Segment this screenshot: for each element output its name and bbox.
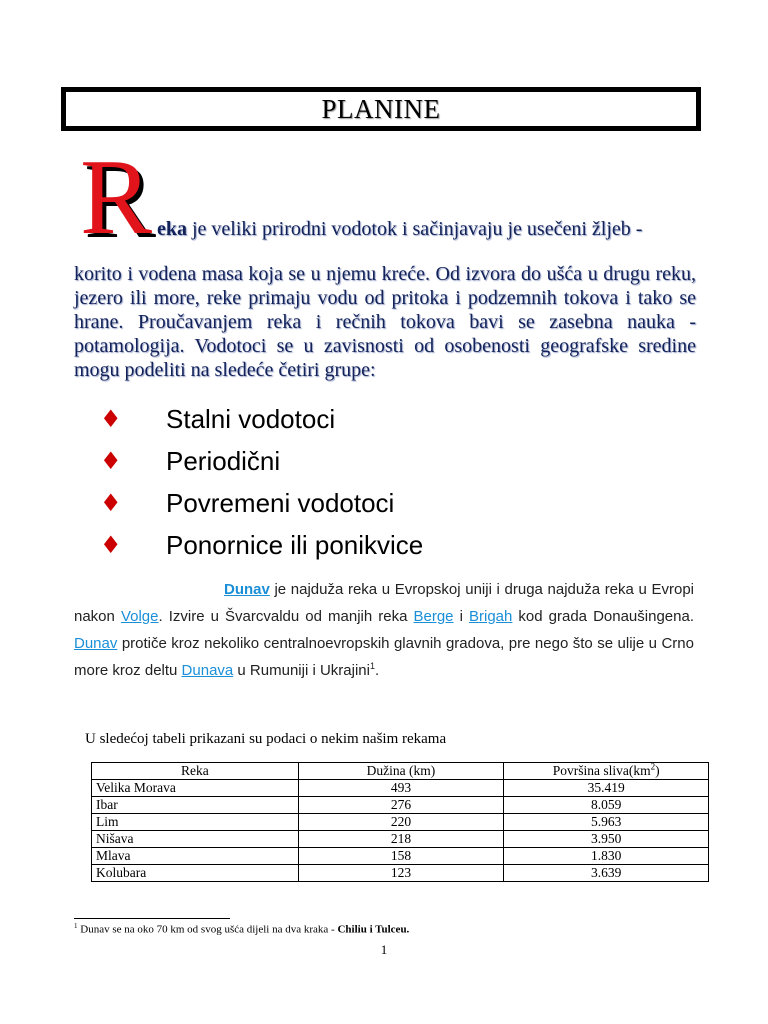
footnote-ref: 1 [369, 661, 375, 671]
intro-first-line [157, 218, 697, 241]
header-povrsina [504, 763, 709, 780]
cell-povrsina: 3.950 [504, 831, 709, 848]
diamond-bullet-icon: ♦ [100, 531, 122, 559]
header-povrsina-text: Površina sliva(km [552, 763, 651, 778]
table-row [92, 865, 709, 882]
danube-paragraph [74, 576, 694, 684]
footnote-bold: Chiliu i Tulceu. [337, 923, 410, 936]
cell-duzina: 123 [298, 865, 504, 882]
danube-text: . [374, 662, 380, 679]
link-dunav[interactable]: Dunav [224, 581, 270, 598]
bullet-label: Ponornice ili ponikvice [166, 529, 424, 560]
header-povrsina-close: ) [655, 763, 660, 778]
page-title: PLANINE [321, 93, 441, 124]
header-reka: Reka [92, 763, 299, 780]
title-box [61, 87, 701, 131]
header-duzina: Dužina (km) [298, 763, 504, 780]
cell-povrsina: 8.059 [504, 797, 709, 814]
bullet-label: Periodični [166, 445, 281, 476]
diamond-bullet-icon: ♦ [100, 405, 122, 433]
list-item [100, 524, 660, 566]
table-caption: U sledećoj tabeli prikazani su podaci o nekim našim rekama [85, 731, 447, 747]
cell-duzina: 158 [298, 848, 504, 865]
link-berge[interactable]: Berge [413, 608, 454, 625]
cell-povrsina: 1.830 [504, 848, 709, 865]
intro-first-word: eka [157, 218, 187, 240]
danube-text: u Rumuniji i Ukrajini [233, 662, 370, 679]
footnote-divider [74, 918, 230, 919]
danube-text: protiče kroz nekoliko centralnoevropskih glavnih gradova, pre nego što se ulije u Crno more kroz deltu [74, 635, 694, 679]
page-number: 1 [380, 942, 388, 957]
danube-text: i [453, 608, 469, 625]
table-row [92, 797, 709, 814]
cell-duzina: 218 [298, 831, 504, 848]
list-item [100, 398, 660, 440]
cell-reka: Velika Morava [92, 780, 299, 797]
table-row [92, 814, 709, 831]
cell-reka: Ibar [92, 797, 299, 814]
table-header-row [92, 763, 709, 780]
diamond-bullet-icon: ♦ [100, 489, 122, 517]
footnote-text: Dunav se na oko 70 km od svog ušća dijeli na dva kraka - [77, 923, 338, 936]
link-volge[interactable]: Volge [120, 608, 159, 625]
intro-paragraph: korito i vodena masa koja se u njemu kreće. Od izvora do ušća u drugu reku, jezero ili more, reke primaju vodu od pritoka i podzemnih tokova i tako se hrane. Proučavanjem reka i rečnih tokova bavi se zasebna nauka - potamologija. Vodotoci se u zavisnosti od osobenosti geografske sredine mogu podeliti na sledeće četiri grupe: [74, 263, 696, 381]
diamond-bullet-icon: ♦ [100, 447, 122, 475]
danube-text: . Izvire u Švarcvaldu od manjih reka [158, 608, 414, 625]
list-item [100, 440, 660, 482]
footnote-mark: 1 [74, 922, 78, 930]
cell-duzina: 220 [298, 814, 504, 831]
cell-duzina: 276 [298, 797, 504, 814]
table-row [92, 780, 709, 797]
table-row [92, 848, 709, 865]
footnote [74, 922, 409, 936]
bullet-label: Povremeni vodotoci [166, 487, 395, 518]
danube-text: je najduža reka u Evropskoj uniji i druga najduža reka u Evropi nakon [74, 581, 694, 625]
header-povrsina-sup: 2 [650, 761, 656, 772]
cell-reka: Mlava [92, 848, 299, 865]
cell-reka: Nišava [92, 831, 299, 848]
bullet-list [100, 398, 660, 566]
bullet-label: Stalni vodotoci [166, 403, 336, 434]
link-dunav-2[interactable]: Dunav [74, 635, 118, 652]
cell-povrsina: 5.963 [504, 814, 709, 831]
link-brigah[interactable]: Brigah [468, 608, 513, 625]
danube-text: kod grada Donaušingena. [512, 608, 694, 625]
cell-povrsina: 3.639 [504, 865, 709, 882]
cell-povrsina: 35.419 [504, 780, 709, 797]
intro-first-line-rest: je veliki prirodni vodotok i sačinjavaju je usečeni žljeb - [187, 218, 643, 240]
rivers-table [91, 762, 709, 882]
list-item [100, 482, 660, 524]
cell-reka: Lim [92, 814, 299, 831]
drop-cap: R [80, 138, 153, 257]
link-dunava[interactable]: Dunava [181, 662, 234, 679]
cell-duzina: 493 [298, 780, 504, 797]
cell-reka: Kolubara [92, 865, 299, 882]
table-row [92, 831, 709, 848]
